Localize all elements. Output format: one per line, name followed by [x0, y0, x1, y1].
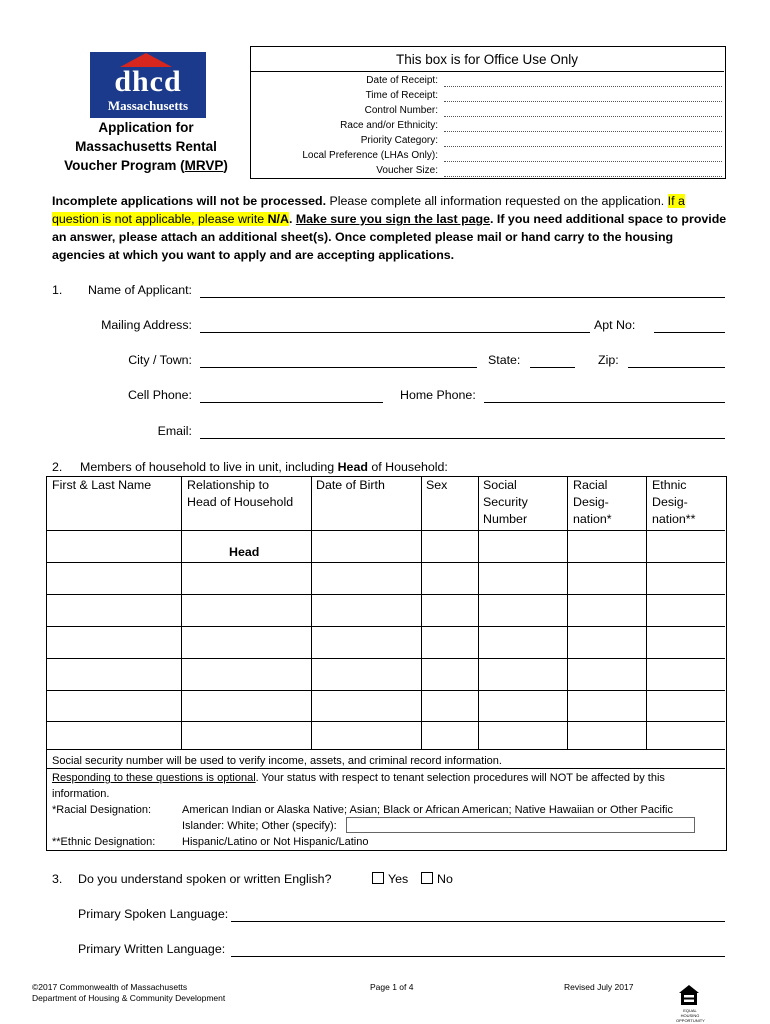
- mailing-address-field[interactable]: [200, 332, 590, 333]
- office-field-line[interactable]: [444, 176, 722, 177]
- written-language-label: Primary Written Language:: [78, 942, 226, 956]
- head-row-label: Head: [229, 545, 260, 559]
- cell-phone-field[interactable]: [200, 402, 383, 403]
- table-row-divider: [46, 690, 725, 691]
- ssn-note: Social security number will be used to verify income, assets, and criminal record information.: [52, 755, 502, 767]
- equal-housing-text: EQUAL HOUSING OPPORTUNITY: [676, 1008, 705, 1023]
- table-column-divider: [311, 476, 312, 749]
- city-label: City / Town:: [128, 353, 192, 367]
- cell-phone-label: Cell Phone:: [127, 388, 192, 402]
- table-row-divider: [46, 658, 725, 659]
- equal-housing-icon: [678, 984, 700, 1006]
- table-column-divider: [421, 476, 422, 749]
- table-row-divider: [46, 749, 725, 750]
- home-phone-field[interactable]: [484, 402, 725, 403]
- office-field-label: Time of Receipt:: [365, 90, 438, 101]
- household-table: [46, 476, 727, 851]
- office-field-line[interactable]: [444, 101, 722, 102]
- section3-number: 3.: [52, 872, 63, 886]
- office-field-line[interactable]: [444, 131, 722, 132]
- no-checkbox[interactable]: [421, 872, 433, 884]
- zip-label: Zip:: [598, 353, 619, 367]
- col-ssn-header: Social Security Number: [483, 478, 528, 526]
- col-name-header: First & Last Name: [52, 478, 152, 492]
- table-row-divider: [46, 626, 725, 627]
- email-field[interactable]: [200, 438, 725, 439]
- ethnic-designation-text: Hispanic/Latino or Not Hispanic/Latino: [182, 836, 369, 848]
- table-row-divider: [46, 594, 725, 595]
- applicant-name-field[interactable]: [200, 297, 725, 298]
- office-field-line[interactable]: [444, 146, 722, 147]
- col-ethnic-header: Ethnic Desig- nation**: [652, 478, 696, 526]
- zip-field[interactable]: [628, 367, 725, 368]
- racial-designation-label: *Racial Designation:: [52, 804, 152, 816]
- table-row-divider: [46, 562, 725, 563]
- email-label: Email:: [157, 424, 192, 438]
- office-field-line[interactable]: [444, 86, 722, 87]
- office-field-label: Voucher Size:: [376, 165, 438, 176]
- english-question: Do you understand spoken or written English?: [78, 872, 332, 886]
- apt-no-label: Apt No:: [594, 318, 636, 332]
- applicant-name-label: Name of Applicant:: [87, 283, 192, 297]
- state-field[interactable]: [530, 367, 575, 368]
- optional-note-line2: information.: [52, 788, 110, 800]
- office-field-line[interactable]: [444, 161, 722, 162]
- copyright: ©2017 Commonwealth of Massachusetts: [32, 982, 188, 992]
- page-number: Page 1 of 4: [370, 982, 414, 992]
- col-sex-header: Sex: [426, 478, 448, 492]
- table-column-divider: [567, 476, 568, 749]
- spoken-language-field[interactable]: [231, 921, 725, 922]
- mailing-address-label: Mailing Address:: [101, 318, 192, 332]
- city-field[interactable]: [200, 367, 477, 368]
- form-title-line3: Voucher Program (MRVP): [64, 158, 228, 173]
- written-language-field[interactable]: [231, 956, 725, 957]
- department: Department of Housing & Community Development: [32, 993, 226, 1003]
- table-column-divider: [646, 476, 647, 749]
- section2-number: 2.: [52, 460, 63, 474]
- table-column-divider: [478, 476, 479, 749]
- col-relationship-header: Relationship to Head of Household: [187, 478, 294, 509]
- section2-title: Members of household to live in unit, including Head of Household:: [80, 460, 448, 474]
- form-title-line2: Massachusetts Rental: [75, 139, 217, 154]
- col-racial-header: Racial Desig- nation*: [573, 478, 612, 526]
- yes-checkbox[interactable]: [372, 872, 384, 884]
- table-row-divider: [46, 721, 725, 722]
- revised-date: Revised July 2017: [564, 982, 634, 992]
- col-dob-header: Date of Birth: [316, 478, 385, 492]
- office-use-title: This box is for Office Use Only: [395, 52, 579, 67]
- state-label: State:: [488, 353, 521, 367]
- form-title-line1: Application for: [98, 120, 194, 135]
- office-field-line[interactable]: [444, 116, 722, 117]
- ethnic-designation-label: **Ethnic Designation:: [52, 836, 156, 848]
- racial-designation-text-2: Islander: White; Other (specify):: [182, 820, 337, 832]
- racial-designation-text: American Indian or Alaska Native; Asian; Black or African American; Native Hawaiian or Other Pacific: [182, 804, 673, 816]
- table-column-divider: [181, 476, 182, 749]
- footer-left: [32, 982, 225, 1004]
- home-phone-label: Home Phone:: [400, 388, 476, 402]
- racial-other-input[interactable]: [346, 817, 695, 833]
- table-row-divider: [46, 530, 725, 531]
- section1-number: 1.: [52, 283, 63, 297]
- optional-note: Responding to these questions is optional. Your status with respect to tenant selection procedures will NOT be affected by this: [52, 772, 665, 784]
- office-field-label: Race and/or Ethnicity:: [340, 120, 438, 131]
- instructions: Incomplete applications will not be processed. Please complete all information requested on the application. If a question is not applicable, please write N/A. Make sure you sign the last page. If you need additional space to provide an answer, please attach an additional sheet(s). Once completed please mail or hand carry to the housing agencies at which you want to apply and are accepting applications.: [52, 194, 727, 262]
- logo-name: dhcd: [114, 65, 182, 98]
- office-field-label: Local Preference (LHAs Only):: [302, 150, 438, 161]
- office-field-label: Date of Receipt:: [366, 75, 438, 86]
- office-field-label: Control Number:: [364, 105, 438, 116]
- yes-option[interactable]: Yes: [372, 871, 408, 887]
- logo-state: Massachusetts: [107, 98, 189, 113]
- no-option[interactable]: No: [421, 871, 453, 887]
- office-field-label: Priority Category:: [360, 135, 438, 146]
- spoken-language-label: Primary Spoken Language:: [78, 907, 229, 921]
- apt-no-field[interactable]: [654, 332, 725, 333]
